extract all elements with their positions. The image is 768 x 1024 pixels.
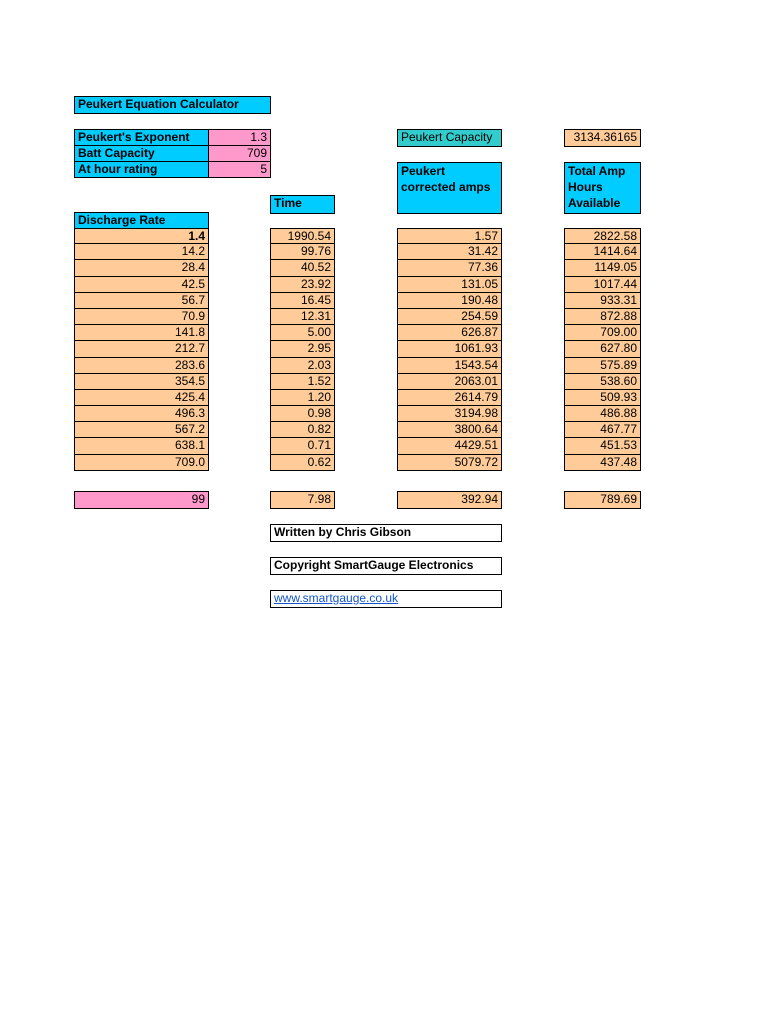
discharge-rate-cell: 567.2 (74, 422, 209, 438)
total-amp-hours-cell: 872.88 (564, 309, 641, 325)
time-cell: 12.31 (270, 309, 335, 325)
time-cell: 2.95 (270, 341, 335, 357)
discharge-rate-cell: 28.4 (74, 260, 209, 276)
discharge-rate-cell: 14.2 (74, 244, 209, 260)
time-cell: 2.03 (270, 358, 335, 374)
hour-rating-label: At hour rating (74, 161, 209, 178)
corrected-amps-cell: 2614.79 (397, 390, 502, 406)
discharge-rate-cell: 496.3 (74, 406, 209, 422)
discharge-rate-cell: 56.7 (74, 293, 209, 309)
corrected-amps-cell: 190.48 (397, 293, 502, 309)
time-cell: 0.82 (270, 422, 335, 438)
discharge-rate-cell: 42.5 (74, 277, 209, 293)
corrected-amps-cell: 4429.51 (397, 438, 502, 454)
total-amp-hours-cell: 437.48 (564, 455, 641, 471)
custom-total-value: 789.69 (564, 491, 641, 509)
time-cell: 23.92 (270, 277, 335, 293)
time-cell: 16.45 (270, 293, 335, 309)
discharge-rate-column (74, 228, 209, 471)
corrected-amps-cell: 1061.93 (397, 341, 502, 357)
time-cell: 40.52 (270, 260, 335, 276)
total-amp-hours-cell: 1017.44 (564, 277, 641, 293)
capacity-label: Batt Capacity (74, 145, 209, 162)
time-cell: 0.71 (270, 438, 335, 454)
corrected-amps-cell: 131.05 (397, 277, 502, 293)
copyright-notice: Copyright SmartGauge Electronics (270, 557, 502, 575)
peukert-capacity-value: 3134.36165 (564, 129, 641, 147)
author-credit: Written by Chris Gibson (270, 524, 502, 542)
corrected-amps-cell: 5079.72 (397, 455, 502, 471)
total-amp-hours-cell: 538.60 (564, 374, 641, 390)
corrected-amps-cell: 254.59 (397, 309, 502, 325)
calculator-title: Peukert Equation Calculator (74, 96, 271, 114)
corrected-amps-cell: 626.87 (397, 325, 502, 341)
discharge-rate-cell: 709.0 (74, 455, 209, 471)
time-cell: 0.98 (270, 406, 335, 422)
time-header: Time (270, 195, 335, 214)
corrected-amps-cell: 1543.54 (397, 358, 502, 374)
time-cell: 1.52 (270, 374, 335, 390)
total-amp-hours-cell: 933.31 (564, 293, 641, 309)
total-amp-hours-cell: 467.77 (564, 422, 641, 438)
discharge-rate-cell: 212.7 (74, 341, 209, 357)
corrected-amps-column (397, 228, 502, 471)
discharge-rate-cell: 283.6 (74, 358, 209, 374)
time-cell: 99.76 (270, 244, 335, 260)
website-link[interactable]: www.smartgauge.co.uk (274, 591, 399, 605)
peukert-capacity-label: Peukert Capacity (397, 129, 502, 147)
corrected-amps-cell: 31.42 (397, 244, 502, 260)
total-amp-hours-header: Total Amp Hours Available (564, 162, 641, 214)
discharge-rate-cell: 354.5 (74, 374, 209, 390)
exponent-label: Peukert's Exponent (74, 129, 209, 146)
corrected-amps-cell: 3194.98 (397, 406, 502, 422)
discharge-rate-cell: 141.8 (74, 325, 209, 341)
total-amp-hours-cell: 1149.05 (564, 260, 641, 276)
time-column (270, 228, 335, 471)
corrected-amps-cell: 3800.64 (397, 422, 502, 438)
corrected-amps-cell: 77.36 (397, 260, 502, 276)
discharge-rate-cell: 1.4 (74, 228, 209, 244)
total-amp-hours-column (564, 228, 641, 471)
hour-rating-input[interactable]: 5 (208, 161, 271, 178)
custom-time-value: 7.98 (270, 491, 335, 509)
time-cell: 0.62 (270, 455, 335, 471)
discharge-rate-header: Discharge Rate (74, 212, 209, 230)
time-cell: 1990.54 (270, 228, 335, 244)
corrected-amps-header: Peukert corrected amps (397, 162, 502, 214)
total-amp-hours-cell: 627.80 (564, 341, 641, 357)
website-cell (270, 590, 502, 608)
custom-discharge-input[interactable]: 99 (74, 491, 209, 509)
total-amp-hours-cell: 1414.64 (564, 244, 641, 260)
total-amp-hours-cell: 486.88 (564, 406, 641, 422)
total-amp-hours-cell: 575.89 (564, 358, 641, 374)
discharge-rate-cell: 638.1 (74, 438, 209, 454)
time-cell: 1.20 (270, 390, 335, 406)
total-amp-hours-cell: 451.53 (564, 438, 641, 454)
corrected-amps-cell: 1.57 (397, 228, 502, 244)
discharge-rate-cell: 70.9 (74, 309, 209, 325)
discharge-rate-cell: 425.4 (74, 390, 209, 406)
time-cell: 5.00 (270, 325, 335, 341)
custom-corrected-value: 392.94 (397, 491, 502, 509)
exponent-input[interactable]: 1.3 (208, 129, 271, 146)
corrected-amps-cell: 2063.01 (397, 374, 502, 390)
capacity-input[interactable]: 709 (208, 145, 271, 162)
total-amp-hours-cell: 2822.58 (564, 228, 641, 244)
total-amp-hours-cell: 509.93 (564, 390, 641, 406)
total-amp-hours-cell: 709.00 (564, 325, 641, 341)
